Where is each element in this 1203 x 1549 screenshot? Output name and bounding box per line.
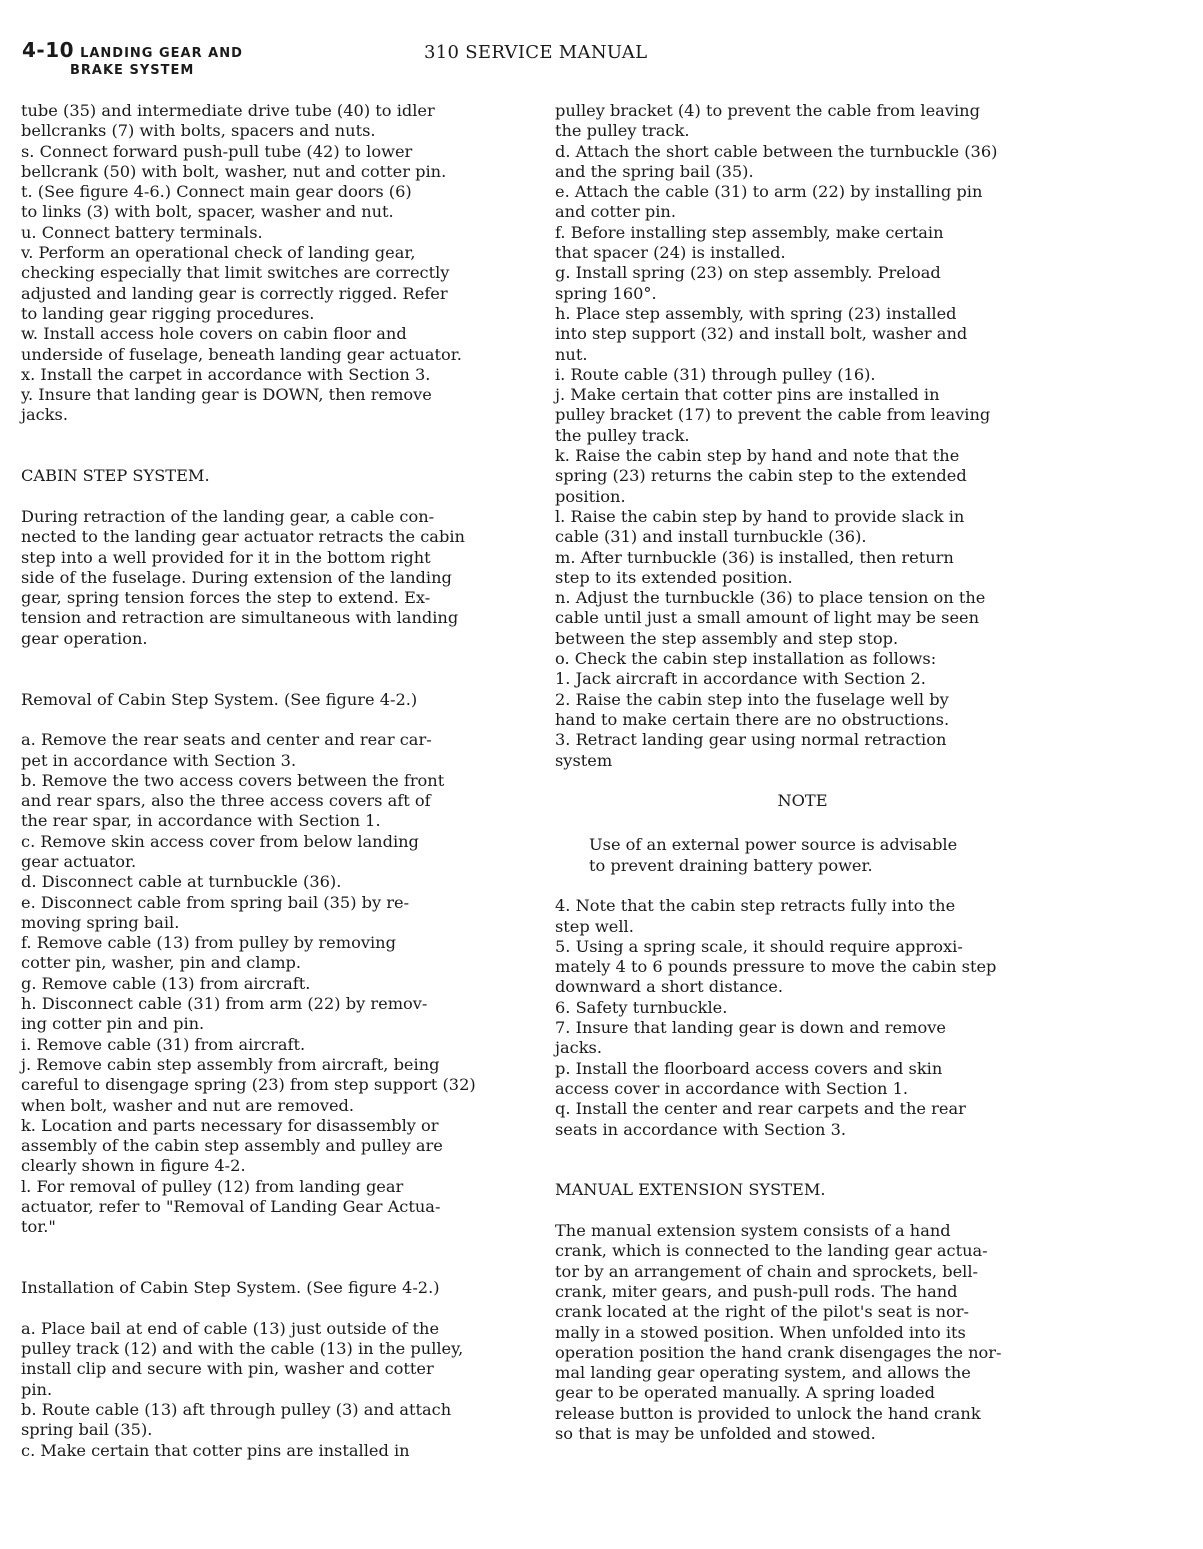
text-line: the pulley track. <box>555 425 690 445</box>
text-line: j. Remove cabin step assembly from aircraft, being <box>21 1054 440 1074</box>
text-line <box>21 1299 516 1319</box>
text-line: i. Route cable (31) through pulley (16). <box>555 364 876 384</box>
text-line: d. Attach the short cable between the turnbuckle (36) <box>555 141 998 161</box>
text-line: pulley bracket (4) to prevent the cable from leaving <box>555 101 980 120</box>
text-line <box>21 710 516 730</box>
text-line: i. Remove cable (31) from aircraft. <box>21 1034 306 1054</box>
left-column <box>21 101 516 1461</box>
spacer <box>555 771 1050 791</box>
text-line: k. Raise the cabin step by hand and note that the <box>555 446 960 466</box>
text-line: crank, which is connected to the landing gear actua- <box>555 1241 988 1261</box>
text-line: install clip and secure with pin, washer and cotter <box>21 1359 434 1379</box>
text-line: mately 4 to 6 pounds pressure to move the cabin step <box>555 957 997 977</box>
text-line: h. Place step assembly, with spring (23) installed <box>555 303 957 323</box>
text-line: l. For removal of pulley (12) from landing gear <box>21 1176 404 1196</box>
text-line: checking especially that limit switches are correctly <box>21 263 450 283</box>
text-line: the rear spar, in accordance with Section 1. <box>21 811 381 831</box>
section-number: 4-10 <box>22 38 75 62</box>
text-line: step well. <box>555 916 634 936</box>
text-line: y. Insure that landing gear is DOWN, then remove <box>21 385 432 405</box>
text-line: hand to make certain there are no obstructions. <box>555 709 950 729</box>
text-line <box>21 649 516 669</box>
text-line: Removal of Cabin Step System. (See figure 4-2.) <box>21 689 418 709</box>
text-line: a. Place bail at end of cable (13) just outside of the <box>21 1318 440 1338</box>
text-line: tor." <box>21 1217 56 1237</box>
text-line: k. Location and parts necessary for disassembly or <box>21 1115 439 1135</box>
text-line: g. Remove cable (13) from aircraft. <box>21 973 311 993</box>
text-line: s. Connect forward push-pull tube (42) to lower <box>21 141 413 161</box>
text-line: spring bail (35). <box>21 1420 153 1440</box>
text-line: mal landing gear operating system, and allows the <box>555 1363 971 1383</box>
text-line: w. Install access hole covers on cabin floor and <box>21 324 407 344</box>
text-line: pet in accordance with Section 3. <box>21 750 297 770</box>
text-line: moving spring bail. <box>21 912 180 932</box>
text-line: e. Disconnect cable from spring bail (35) by re- <box>21 892 410 912</box>
text-line: clearly shown in figure 4-2. <box>21 1156 246 1176</box>
text-line <box>555 1160 1050 1180</box>
text-line: The manual extension system consists of a hand <box>555 1221 951 1241</box>
text-line: p. Install the floorboard access covers and skin <box>555 1058 943 1078</box>
text-line: jacks. <box>21 405 68 425</box>
text-line: crank, miter gears, and push-pull rods. The hand <box>555 1281 958 1301</box>
text-line: e. Attach the cable (31) to arm (22) by installing pin <box>555 182 983 202</box>
text-line: m. After turnbuckle (36) is installed, then return <box>555 547 954 567</box>
text-line: tor by an arrangement of chain and sprockets, bell- <box>555 1261 978 1281</box>
text-line: the pulley track. <box>555 121 690 141</box>
text-line: 1. Jack aircraft in accordance with Section 2. <box>555 669 926 689</box>
spacer <box>555 876 1050 896</box>
text-line: mally in a stowed position. When unfolded into its <box>555 1322 966 1342</box>
text-line: v. Perform an operational check of landing gear, <box>21 243 416 263</box>
right-column-bottom <box>555 896 1050 1444</box>
text-line: x. Install the carpet in accordance with Section 3. <box>21 364 431 384</box>
note-line: Use of an external power source is advisable <box>589 835 958 855</box>
text-line: c. Make certain that cotter pins are installed in <box>21 1440 410 1460</box>
text-line: 4. Note that the cabin step retracts fully into the <box>555 896 956 916</box>
text-line: q. Install the center and rear carpets and the rear <box>555 1099 966 1119</box>
text-line: gear to be operated manually. A spring loaded <box>555 1383 936 1403</box>
text-line: f. Before installing step assembly, make certain <box>555 222 944 242</box>
text-line: and cotter pin. <box>555 202 676 222</box>
text-line: d. Disconnect cable at turnbuckle (36). <box>21 872 342 892</box>
text-line: ing cotter pin and pin. <box>21 1014 205 1034</box>
text-line: downward a short distance. <box>555 977 784 997</box>
text-line: bellcrank (50) with bolt, washer, nut and cotter pin. <box>21 161 447 181</box>
text-line: and rear spars, also the three access covers aft of <box>21 791 431 811</box>
text-line: seats in accordance with Section 3. <box>555 1119 847 1139</box>
text-line: side of the fuselage. During extension of the landing <box>21 567 452 587</box>
text-line: actuator, refer to "Removal of Landing Gear Actua- <box>21 1197 441 1217</box>
text-line: 7. Insure that landing gear is down and remove <box>555 1018 946 1038</box>
text-line: underside of fuselage, beneath landing gear actuator. <box>21 344 462 364</box>
manual-title: 310 SERVICE MANUAL <box>424 42 648 63</box>
text-line: gear, spring tension forces the step to extend. Ex- <box>21 588 431 608</box>
text-line: b. Route cable (13) aft through pulley (3) and attach <box>21 1400 452 1419</box>
text-line: f. Remove cable (13) from pulley by removing <box>21 933 396 953</box>
text-line: adjusted and landing gear is correctly rigged. Refer <box>21 283 448 303</box>
text-line: n. Adjust the turnbuckle (36) to place tension on the <box>555 588 986 608</box>
text-line: MANUAL EXTENSION SYSTEM. <box>555 1180 826 1200</box>
text-line: crank located at the right of the pilot's seat is nor- <box>555 1302 969 1322</box>
text-line: h. Disconnect cable (31) from arm (22) by remov- <box>21 994 428 1014</box>
text-line <box>21 1258 516 1278</box>
note-line: to prevent draining battery power. <box>589 855 873 875</box>
text-line: pin. <box>21 1379 53 1399</box>
text-line: when bolt, washer and nut are removed. <box>21 1095 355 1115</box>
text-line: to links (3) with bolt, spacer, washer and nut. <box>21 202 394 222</box>
text-line: cotter pin, washer, pin and clamp. <box>21 953 302 973</box>
text-line: c. Remove skin access cover from below landing <box>21 831 419 851</box>
note-title: NOTE <box>777 791 828 811</box>
text-line: gear operation. <box>21 628 148 648</box>
text-line: spring (23) returns the cabin step to the extended <box>555 466 967 486</box>
text-line <box>21 669 516 689</box>
text-line: During retraction of the landing gear, a cable con- <box>21 506 435 526</box>
text-line: step into a well provided for it in the bottom right <box>21 547 431 567</box>
text-line: assembly of the cabin step assembly and pulley are <box>21 1136 443 1156</box>
text-line: cable until just a small amount of light may be seen <box>555 608 980 628</box>
text-line: system <box>555 750 613 770</box>
text-line: u. Connect battery terminals. <box>21 222 263 242</box>
text-line: 6. Safety turnbuckle. <box>555 997 728 1017</box>
right-column <box>555 101 1050 1444</box>
text-line <box>21 446 516 466</box>
text-line: j. Make certain that cotter pins are installed in <box>555 385 940 405</box>
text-line: gear actuator. <box>21 851 137 871</box>
text-line: that spacer (24) is installed. <box>555 243 786 263</box>
text-line: to landing gear rigging procedures. <box>21 303 315 323</box>
section-title-line2: BRAKE SYSTEM <box>70 63 195 78</box>
text-line: bellcranks (7) with bolts, spacers and nuts. <box>21 121 376 141</box>
text-line: so that is may be unfolded and stowed. <box>555 1424 876 1443</box>
text-line: pulley bracket (17) to prevent the cable from leaving <box>555 405 991 425</box>
text-line <box>21 1238 516 1258</box>
text-line <box>21 487 516 507</box>
text-line: cable (31) and install turnbuckle (36). <box>555 527 867 547</box>
text-line: nut. <box>555 344 588 364</box>
text-line: o. Check the cabin step installation as follows: <box>555 649 937 669</box>
text-line: g. Install spring (23) on step assembly. Preload <box>555 263 941 283</box>
text-line: a. Remove the rear seats and center and rear car- <box>21 730 432 750</box>
text-line: access cover in accordance with Section 1. <box>555 1078 909 1098</box>
section-header <box>22 38 243 78</box>
text-line: tube (35) and intermediate drive tube (40) to idler <box>21 101 435 120</box>
text-line: 3. Retract landing gear using normal retraction <box>555 730 947 750</box>
spacer <box>555 811 1050 835</box>
note-body <box>555 835 1050 876</box>
text-line: CABIN STEP SYSTEM. <box>21 466 210 486</box>
text-line: jacks. <box>555 1038 602 1058</box>
text-line <box>555 1140 1050 1160</box>
text-line: careful to disengage spring (23) from step support (32) <box>21 1075 476 1095</box>
right-column-top <box>555 101 1050 771</box>
section-title-line1: LANDING GEAR AND <box>80 46 243 61</box>
text-line: position. <box>555 486 626 506</box>
text-line: 2. Raise the cabin step into the fuselage well by <box>555 689 949 709</box>
text-line: Installation of Cabin Step System. (See figure 4-2.) <box>21 1278 440 1298</box>
text-line <box>21 426 516 446</box>
text-line: release button is provided to unlock the hand crank <box>555 1403 981 1423</box>
text-line: t. (See figure 4-6.) Connect main gear doors (6) <box>21 182 412 202</box>
text-line: l. Raise the cabin step by hand to provide slack in <box>555 506 965 526</box>
text-line: nected to the landing gear actuator retracts the cabin <box>21 527 465 547</box>
text-line: pulley track (12) and with the cable (13) in the pulley, <box>21 1339 464 1359</box>
text-line <box>555 1201 1050 1221</box>
text-line: operation position the hand crank disengages the nor- <box>555 1342 1002 1362</box>
text-line: into step support (32) and install bolt, washer and <box>555 324 968 344</box>
text-line: b. Remove the two access covers between the front <box>21 770 445 790</box>
text-line: between the step assembly and step stop. <box>555 628 899 648</box>
text-line: and the spring bail (35). <box>555 161 754 181</box>
text-line: 5. Using a spring scale, it should require approxi- <box>555 936 963 956</box>
text-line: tension and retraction are simultaneous with landing <box>21 608 459 628</box>
text-line: step to its extended position. <box>555 567 793 587</box>
text-line: spring 160°. <box>555 283 657 303</box>
